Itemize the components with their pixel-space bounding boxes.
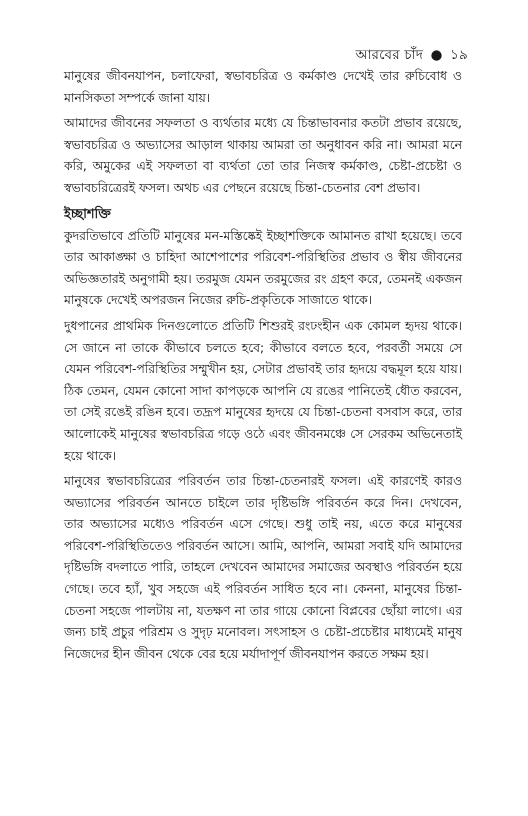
section-heading: ইচ্ছাশক্তি — [64, 206, 111, 222]
paragraph-4: দুধপানের প্রাথমিক দিনগুলোতে প্রতিটি শিশুরই রংঢংহীন এক কোমল হৃদয় থাকে। সে জানে না তাকে কীভাবে চলতে হবে; কীভাবে বলতে হবে, পরবর্তী সময়ে সে যেমন পরিবেশ-পরিস্থিতির সম্মুখীন হয়, সেটার প্রভাবই তার হৃদয়ে বদ্ধমূল হয়ে যায়। ঠিক তেমন, যেমন কোনো সাদা কাপড়কে আপনি যে রঙের পানিতেই ধৌত করবেন, তা সেই রঙেই রঙিন হবে। তদ্রূপ মানুষের হৃদয়ে যে চিন্তা-চেতনা বসবাস করে, তার আলোকেই মানুষের স্বভাবচরিত্র গড়ে ওঠে এবং জীবনমঞ্চে সে সেরকম অভিনেতাই হয়ে থাকে। — [64, 318, 462, 463]
paragraph-1: মানুষের জীবনযাপন, চলাফেরা, স্বভাবচরিত্র ও কর্মকাণ্ড দেখেই তার রুচিবোধ ও মানসিকতা সম্পর্কে জানা যায়। — [64, 69, 462, 105]
running-header — [356, 44, 468, 67]
paragraph-3: কুদরতিভাবে প্রতিটি মানুষের মন-মস্তিষ্কেই ইচ্ছাশক্তিকে আমানত রাখা হয়েছে। তবে তার আকাঙ্ক্ষা ও চাহিদা আশেপাশের পরিবেশ-পরিস্থিতির প্রভাব ও স্বীয় জীবনের অভিজ্ঞতারই অনুগামী হয়। তরমুজ যেমন তরমুজের রং গ্রহণ করে, তেমনই একজন মানুষকে দেখেই অপরজন নিজের রুচি-প্রকৃতিকে সাজাতে থাকে। — [64, 228, 462, 308]
paragraph-5: মানুষের স্বভাবচরিত্রের পরিবর্তন তার চিন্তা-চেতনারই ফসল। এই কারণেই কারও অভ্যাসের পরিবর্তন আনতে চাইলে তার দৃষ্টিভঙ্গি পরিবর্তন করে দিন। দেখবেন, তার অভ্যাসের মধ্যেও পরিবর্তন এসে গেছে। শুধু তাই নয়, এতে করে মানুষের পরিবেশ-পরিস্থিতিতেও পরিবর্তন আসে। আমি, আপনি, আমরা সবাই যদি আমাদের দৃষ্টিভঙ্গি বদলাতে পারি, তাহলে দেখবেন আমাদের সমাজের অবস্থাও পরিবর্তন হয়ে গেছে। তবে হ্যাঁ, খুব সহজে এই পরিবর্তন সাধিত হবে না। কেননা, মানুষের চিন্তা-চেতনা সহজে পালটায় না, যতক্ষণ না তার গায়ে কোনো বিপ্লবের ছোঁয়া লাগে। এর জন্য চাই প্রচুর পরিশ্রম ও সুদৃঢ় মনোবল। সৎসাহস ও চেষ্টা-প্রচেষ্টার মাধ্যমেই মানুষ নিজেদের হীন জীবন থেকে বের হয়ে মর্যাদাপূর্ণ জীবনযাপন করতে সক্ষম হয়। — [64, 474, 462, 661]
page-body — [64, 66, 462, 669]
paragraph-2: আমাদের জীবনের সফলতা ও ব্যর্থতার মধ্যে যে চিন্তাভাবনার কতটা প্রভাব রয়েছে, স্বভাবচরিত্র ও অভ্যাসের আড়াল থাকায় আমরা তা অনুধাবন করি না। আমরা মনে করি, অমুকের এই সফলতা বা ব্যর্থতা তো তার নিজস্ব কর্মকাণ্ড, চেষ্টা-প্রচেষ্টা ও স্বভাবচরিত্রেরই ফসল। অথচ এর পেছনে রয়েছে চিন্তা-চেতনার বেশ প্রভাব। — [64, 116, 462, 195]
book-title: আরবের চাঁদ — [355, 47, 424, 63]
page-number: ১৯ — [450, 47, 468, 63]
separator-dot: ● — [430, 47, 443, 63]
